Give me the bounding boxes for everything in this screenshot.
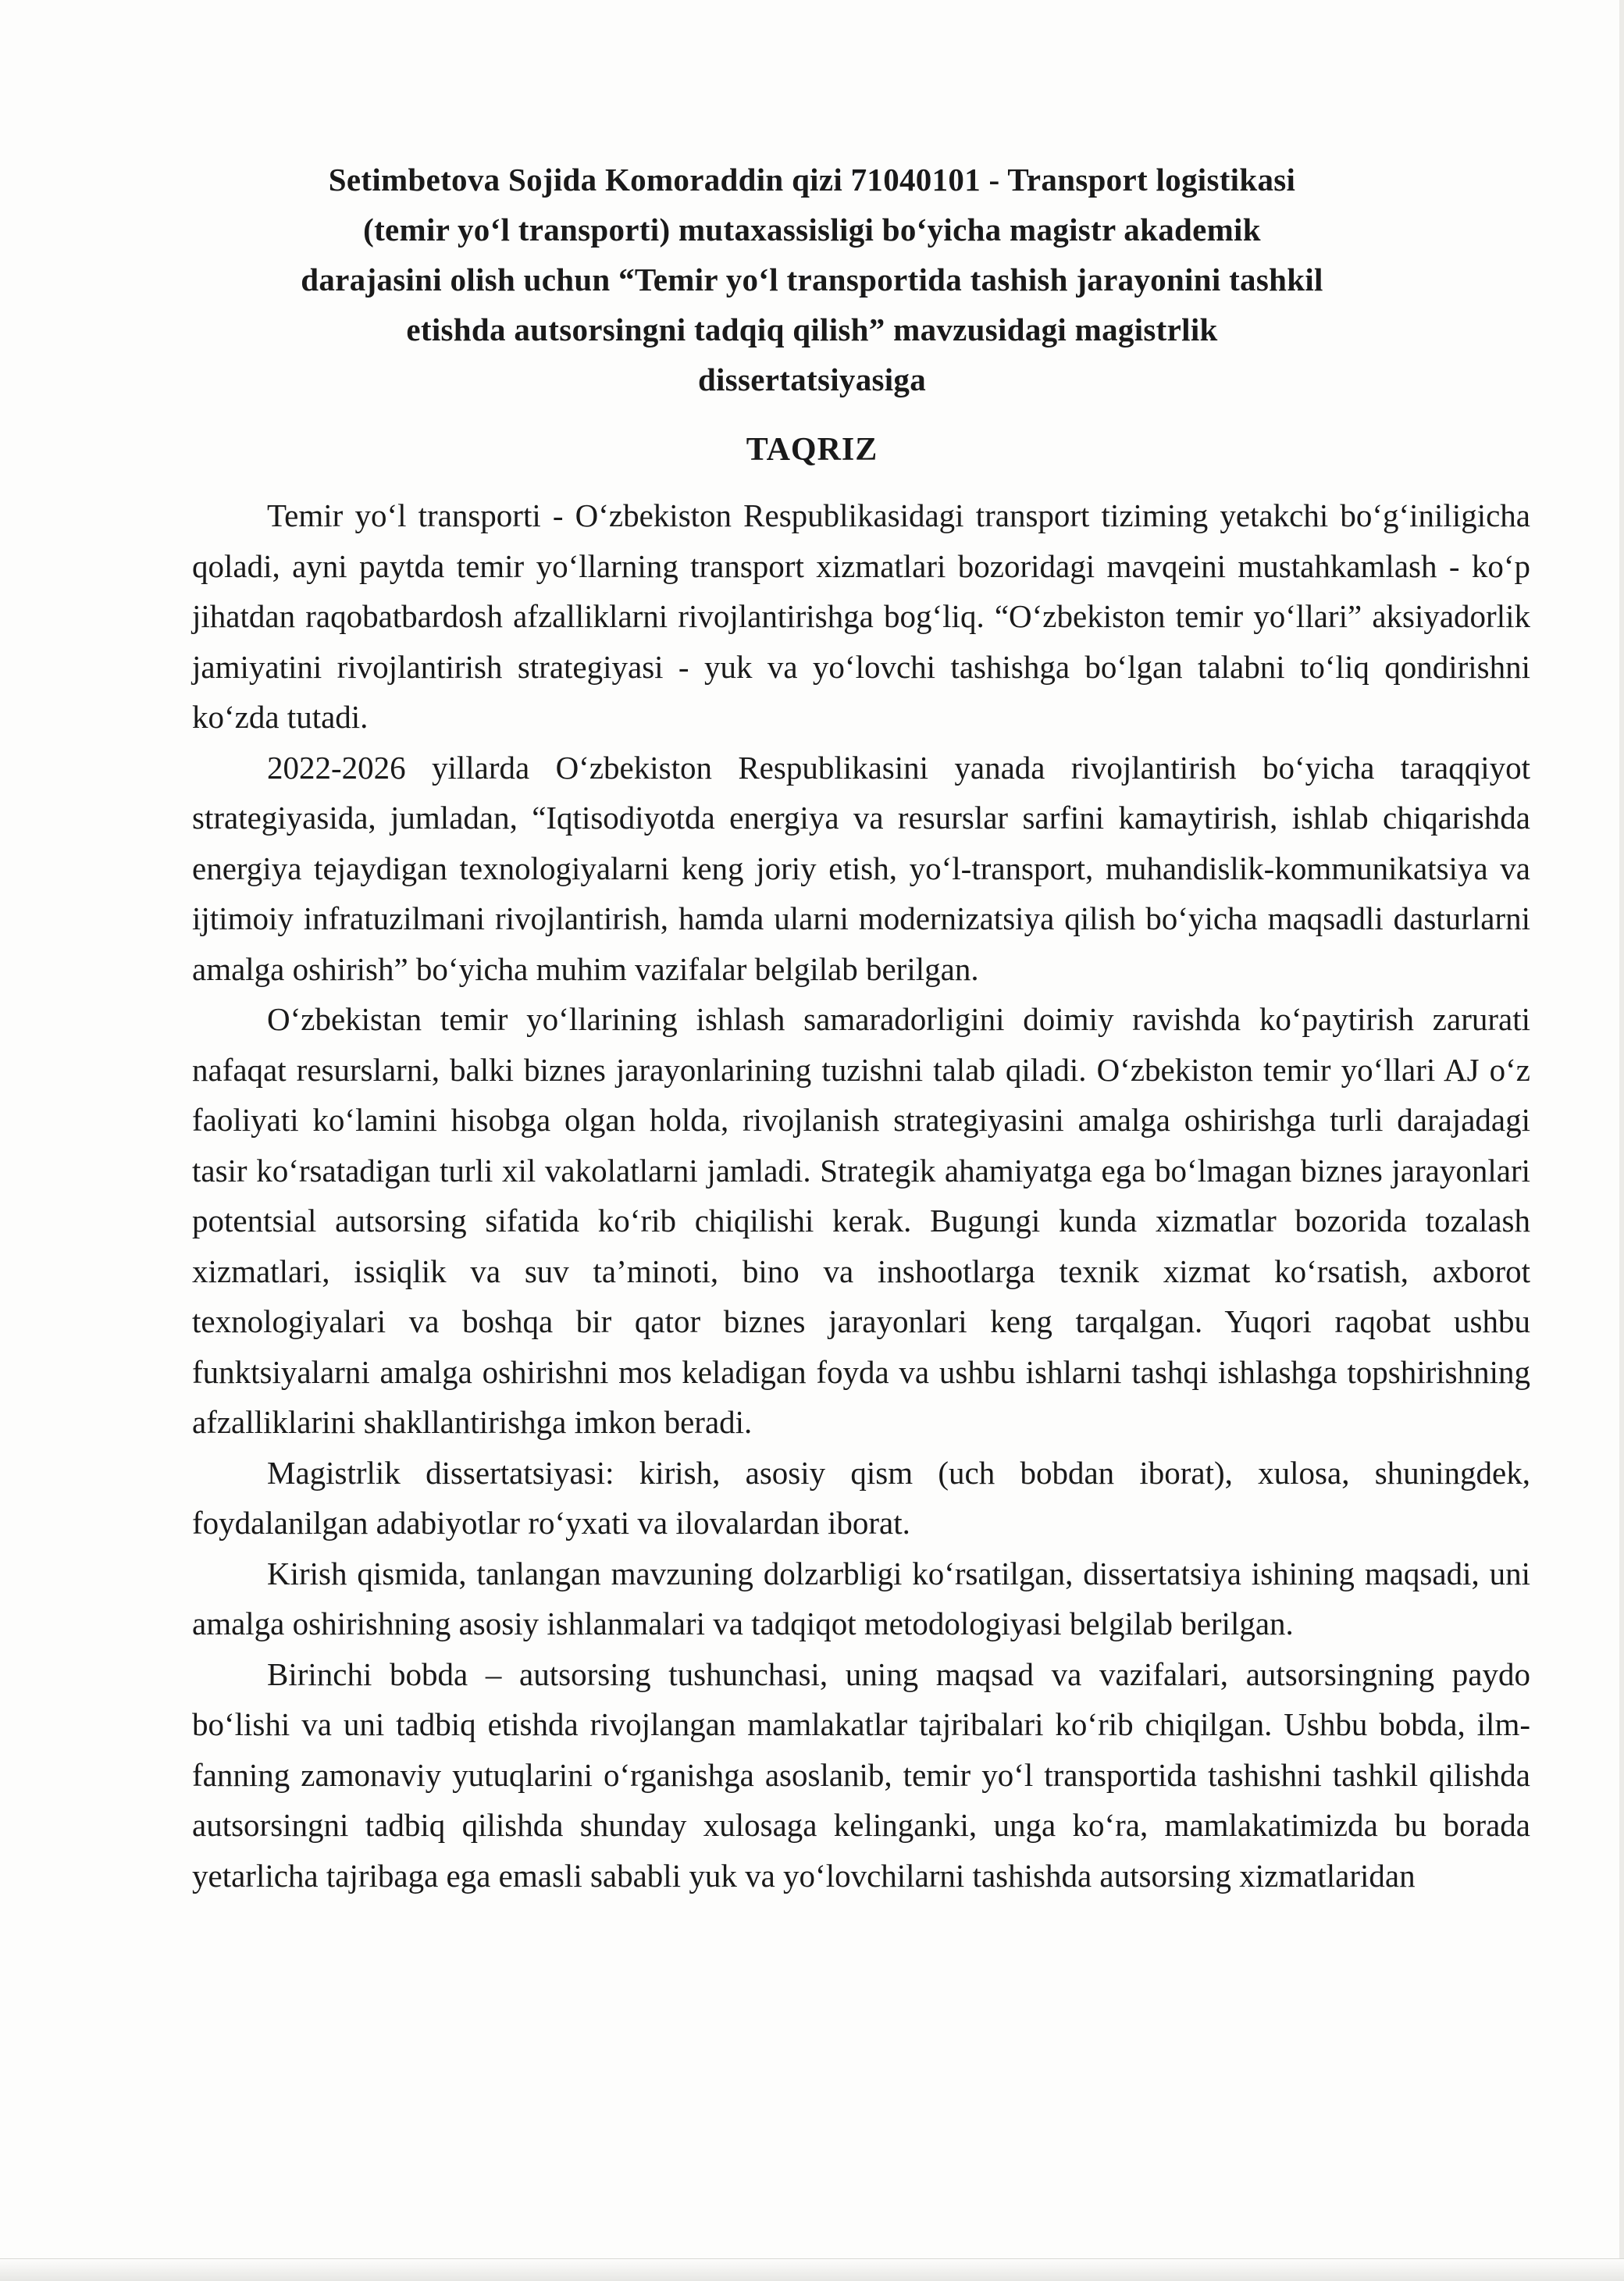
paragraph-4: Magistrlik dissertatsiyasi: kirish, asosiy qism (uch bobdan iborat), xulosa, shuningdek, foydalanilgan adabiyotlar ro‘yxati va ilovalardan iborat. xyxy=(192,1454,1530,1541)
paragraph-2: 2022-2026 yillarda O‘zbekiston Respublikasini yanada rivojlantirish bo‘yicha taraqqiyot strategiyasida, jumladan, “Iqtisodiyotda energiya va resurslar sarfini kamaytirish, ishlab chiqarishda energiya tejaydigan texnologiyalarni keng joriy etish, yo‘l-transport, muhandislik-kommunikatsiya va ijtimoiy infratuzilmani rivojlantirish, hamda ularni modernizatsiya qilish bo‘yicha maqsadli dasturlarni amalga oshirish” bo‘yicha muhim vazifalar belgilab berilgan. xyxy=(192,749,1530,987)
paragraph-3: O‘zbekistan temir yo‘llarining ishlash samaradorligini doimiy ravishda ko‘paytirish zarurati nafaqat resurslarni, balki biznes jarayonlarining tuzishni talab qiladi. O‘zbekiston temir yo‘llari AJ o‘z faoliyati ko‘lamini hisobga olgan holda, rivojlanish strategiyasini amalga oshirishga turli darajadagi tasir ko‘rsatadigan turli xil vakolatlarni jamladi. Strategik ahamiyatga ega bo‘lmagan biznes jarayonlari potentsial autsorsing sifatida ko‘rib chiqilishi kerak. Bugungi kunda xizmatlar bozorida tozalash xizmatlari, issiqlik va suv ta’minoti, bino va inshootlarga texnik xizmat ko‘rsatish, axborot texnologiyalari va boshqa bir qator biznes jarayonlari keng tarqalgan. Yuqori raqobat ushbu funktsiyalarni amalga oshirishni mos keladigan foyda va ushbu ishlarni tashqi ishlashga topshirishning afzalliklarini shakllantirishga imkon beradi. xyxy=(192,1001,1530,1440)
paragraph-6: Birinchi bobda – autsorsing tushunchasi, uning maqsad va vazifalari, autsorsingning paydo bo‘lishi va uni tadbiq etishda rivojlangan mamlakatlar tajribalari ko‘rib chiqilgan. Ushbu bobda, ilm-fanning zamonaviy yutuqlarini o‘rganishga asoslanib, temir yo‘l transportida tashishni tashkil qilishda autsorsingni tadbiq qilishda shunday xulosaga kelinganki, unga ko‘ra, mamlakatimizda bu borada yetarlicha tajribaga ega emasli sababli yuk va yo‘lovchilarni tashishda autsorsing xizmatlaridan xyxy=(192,1656,1530,1894)
page-edge-bottom xyxy=(0,2258,1624,2281)
paragraph-1: Temir yo‘l transporti - O‘zbekiston Respublikasidagi transport tiziming yetakchi bo‘g‘iniligicha qoladi, ayni paytda temir yo‘llarning transport xizmatlari bozoridagi mavqeini mustahkamlash - ko‘p jihatdan raqobatbardosh afzalliklarni rivojlantirishga bog‘liq. “O‘zbekiston temir yo‘llari” aksiyadorlik jamiyatini rivojlantirish strategiyasi - yuk va yo‘lovchi tashishga bo‘lgan talabni to‘liq qondirishni ko‘zda tutadi. xyxy=(192,497,1530,735)
page-edge-right xyxy=(1619,0,1624,2281)
document-body xyxy=(192,490,1530,1901)
document-header: Setimbetova Sojida Komoraddin qizi 71040101 - Transport logistikasi (temir yo‘l transporti) mutaxassisligi bo‘yicha magistr akademik darajasini olish uchun “Temir yo‘l transportida tashish jarayonini tashkil etishda autsorsingni tadqiq qilish” mavzusidagi magistrlik dissertatsiyasiga xyxy=(301,162,1323,397)
document-title: TAQRIZ xyxy=(746,432,878,468)
paragraph-5: Kirish qismida, tanlangan mavzuning dolzarbligi ko‘rsatilgan, dissertatsiya ishining maqsadi, uni amalga oshirishning asosiy ishlanmalari va tadqiqot metodologiyasi belgilab berilgan. xyxy=(192,1555,1530,1641)
